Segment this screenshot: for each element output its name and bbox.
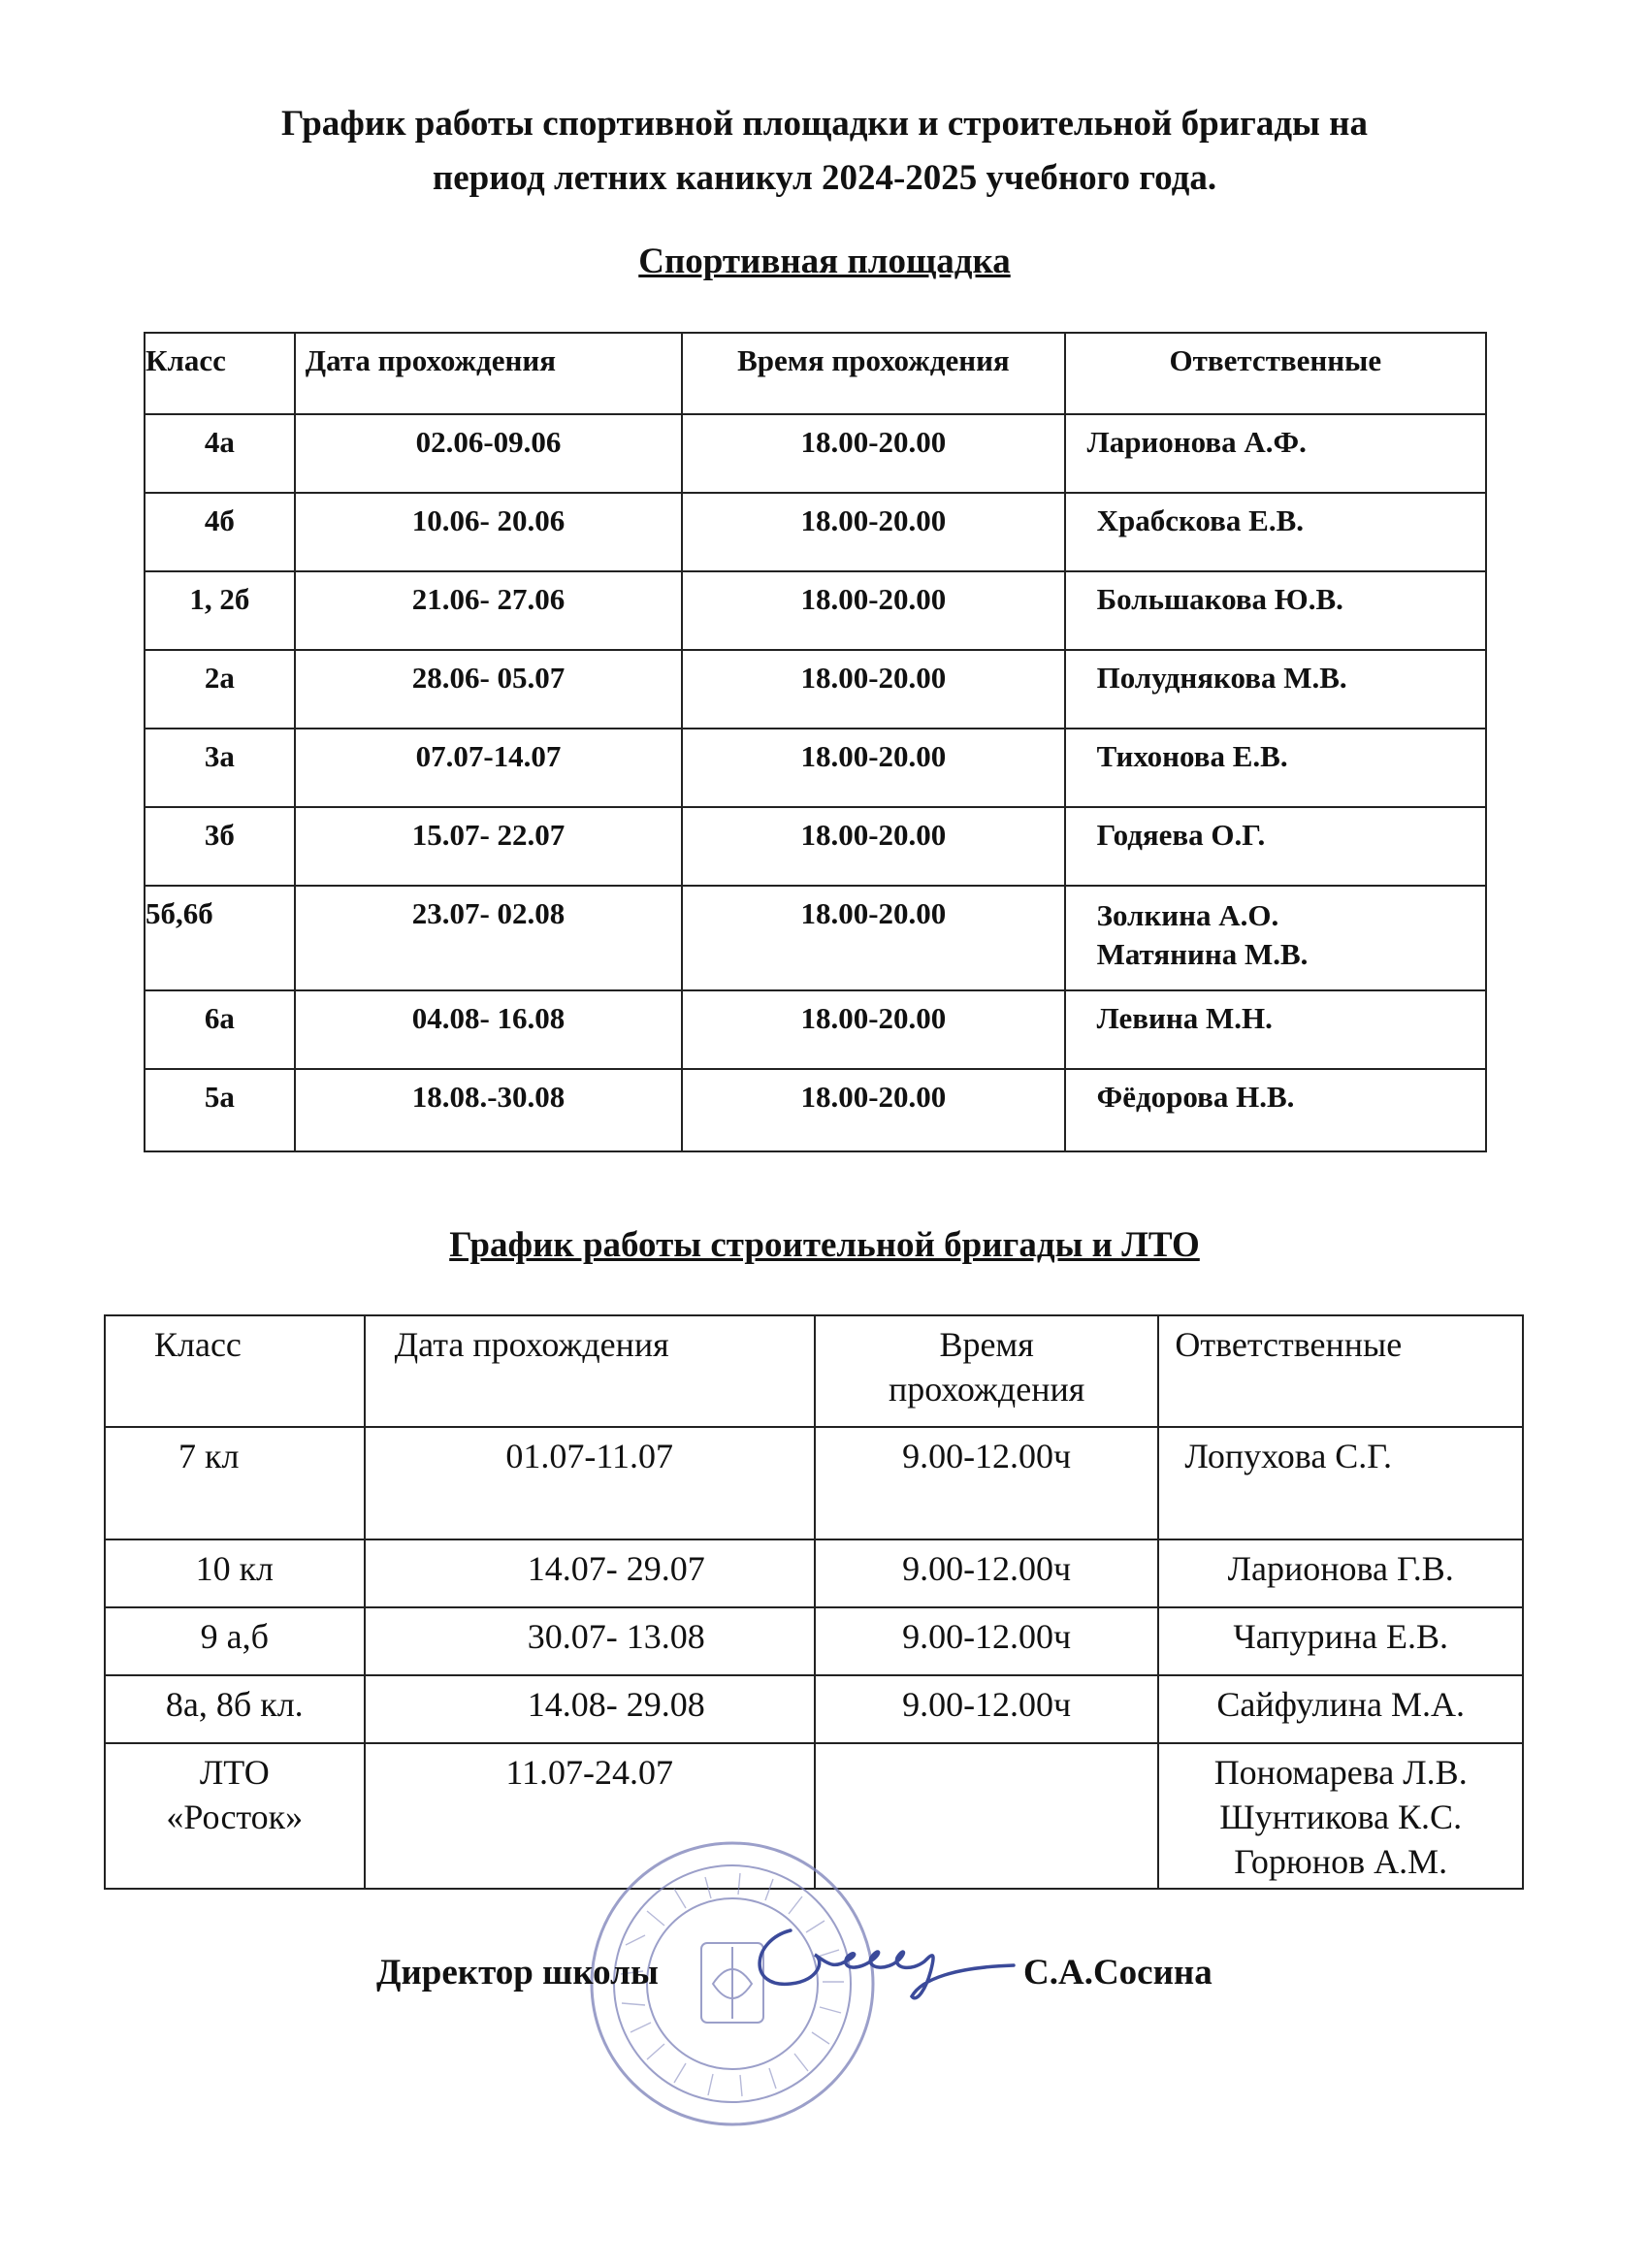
column-header: Дата прохождения <box>295 333 682 414</box>
director-signature <box>732 1911 1023 2008</box>
cell-class: 1, 2б <box>145 571 295 650</box>
cell-responsible: Левина М.Н. <box>1065 990 1486 1069</box>
cell-class: ЛТО «Росток» <box>105 1743 365 1889</box>
cell-class: 4б <box>145 493 295 571</box>
cell-time: 18.00-20.00 <box>682 414 1064 493</box>
table-row <box>105 1427 1523 1539</box>
cell-date: 11.07-24.07 <box>365 1743 815 1889</box>
cell-responsible: Ларионова А.Ф. <box>1065 414 1486 493</box>
table-row <box>145 414 1486 493</box>
table-row <box>105 1607 1523 1675</box>
table-row <box>145 886 1486 990</box>
cell-date: 02.06-09.06 <box>295 414 682 493</box>
cell-date: 28.06- 05.07 <box>295 650 682 729</box>
cell-class: 2а <box>145 650 295 729</box>
cell-responsible: Полуднякова М.В. <box>1065 650 1486 729</box>
cell-class: 3б <box>145 807 295 886</box>
title-line-2: период летних каникул 2024-2025 учебного года. <box>432 158 1217 198</box>
cell-time: 18.00-20.00 <box>682 990 1064 1069</box>
cell-date: 04.08- 16.08 <box>295 990 682 1069</box>
cell-class: 4а <box>145 414 295 493</box>
cell-date: 30.07- 13.08 <box>365 1607 815 1675</box>
brigade-heading: График работы строительной бригады и ЛТО <box>449 1225 1200 1265</box>
cell-class: 5б,6б <box>145 886 295 990</box>
table-row <box>145 493 1486 571</box>
cell-date: 15.07- 22.07 <box>295 807 682 886</box>
cell-class: 8а, 8б кл. <box>105 1675 365 1743</box>
sport-heading: Спортивная площадка <box>638 242 1011 281</box>
cell-responsible: Сайфулина М.А. <box>1158 1675 1523 1743</box>
column-header: Класс <box>145 333 295 414</box>
document-title <box>0 97 1649 206</box>
cell-responsible: Пономарева Л.В. Шунтикова К.С. Горюнов А.М. <box>1158 1743 1523 1889</box>
cell-responsible: Фёдорова Н.В. <box>1065 1069 1486 1151</box>
cell-time: 18.00-20.00 <box>682 650 1064 729</box>
cell-time: 18.00-20.00 <box>682 729 1064 807</box>
cell-date: 14.07- 29.07 <box>365 1539 815 1607</box>
cell-responsible: Храбскова Е.В. <box>1065 493 1486 571</box>
cell-class: 3а <box>145 729 295 807</box>
cell-class: 6а <box>145 990 295 1069</box>
cell-responsible: Лопухова С.Г. <box>1158 1427 1523 1539</box>
cell-class: 5а <box>145 1069 295 1151</box>
cell-date: 23.07- 02.08 <box>295 886 682 990</box>
cell-date: 14.08- 29.08 <box>365 1675 815 1743</box>
cell-time: 9.00-12.00ч <box>815 1539 1159 1607</box>
title-line-1: График работы спортивной площадки и строительной бригады на <box>281 104 1368 144</box>
cell-date: 21.06- 27.06 <box>295 571 682 650</box>
director-label: Директор школы <box>376 1953 659 1993</box>
director-name: С.А.Сосина <box>1023 1953 1212 1993</box>
cell-class: 9 а,б <box>105 1607 365 1675</box>
cell-responsible: Тихонова Е.В. <box>1065 729 1486 807</box>
column-header: Класс <box>105 1315 365 1427</box>
table-row <box>145 650 1486 729</box>
table-header-row <box>105 1315 1523 1427</box>
cell-responsible: Чапурина Е.В. <box>1158 1607 1523 1675</box>
column-header: Время прохождения <box>815 1315 1159 1427</box>
cell-date: 07.07-14.07 <box>295 729 682 807</box>
table-row <box>145 571 1486 650</box>
column-header: Ответственные <box>1158 1315 1523 1427</box>
column-header: Время прохождения <box>682 333 1064 414</box>
cell-date: 10.06- 20.06 <box>295 493 682 571</box>
table-row <box>145 807 1486 886</box>
cell-class: 7 кл <box>105 1427 365 1539</box>
cell-time: 9.00-12.00ч <box>815 1607 1159 1675</box>
sport-schedule-table <box>144 332 1487 1152</box>
cell-time: 18.00-20.00 <box>682 1069 1064 1151</box>
column-header: Ответственные <box>1065 333 1486 414</box>
brigade-schedule-table <box>104 1314 1524 1890</box>
cell-responsible: Золкина А.О. Матянина М.В. <box>1065 886 1486 990</box>
cell-responsible: Большакова Ю.В. <box>1065 571 1486 650</box>
cell-time: 18.00-20.00 <box>682 886 1064 990</box>
table-row <box>145 990 1486 1069</box>
cell-responsible: Годяева О.Г. <box>1065 807 1486 886</box>
cell-date: 18.08.-30.08 <box>295 1069 682 1151</box>
cell-time: 9.00-12.00ч <box>815 1427 1159 1539</box>
cell-time: 18.00-20.00 <box>682 493 1064 571</box>
cell-class: 10 кл <box>105 1539 365 1607</box>
cell-time: 18.00-20.00 <box>682 571 1064 650</box>
table-row <box>105 1539 1523 1607</box>
cell-responsible: Ларионова Г.В. <box>1158 1539 1523 1607</box>
table-header-row <box>145 333 1486 414</box>
table-row <box>145 1069 1486 1151</box>
cell-time: 18.00-20.00 <box>682 807 1064 886</box>
table-row <box>145 729 1486 807</box>
table-row <box>105 1675 1523 1743</box>
cell-time: 9.00-12.00ч <box>815 1675 1159 1743</box>
cell-date: 01.07-11.07 <box>365 1427 815 1539</box>
column-header: Дата прохождения <box>365 1315 815 1427</box>
